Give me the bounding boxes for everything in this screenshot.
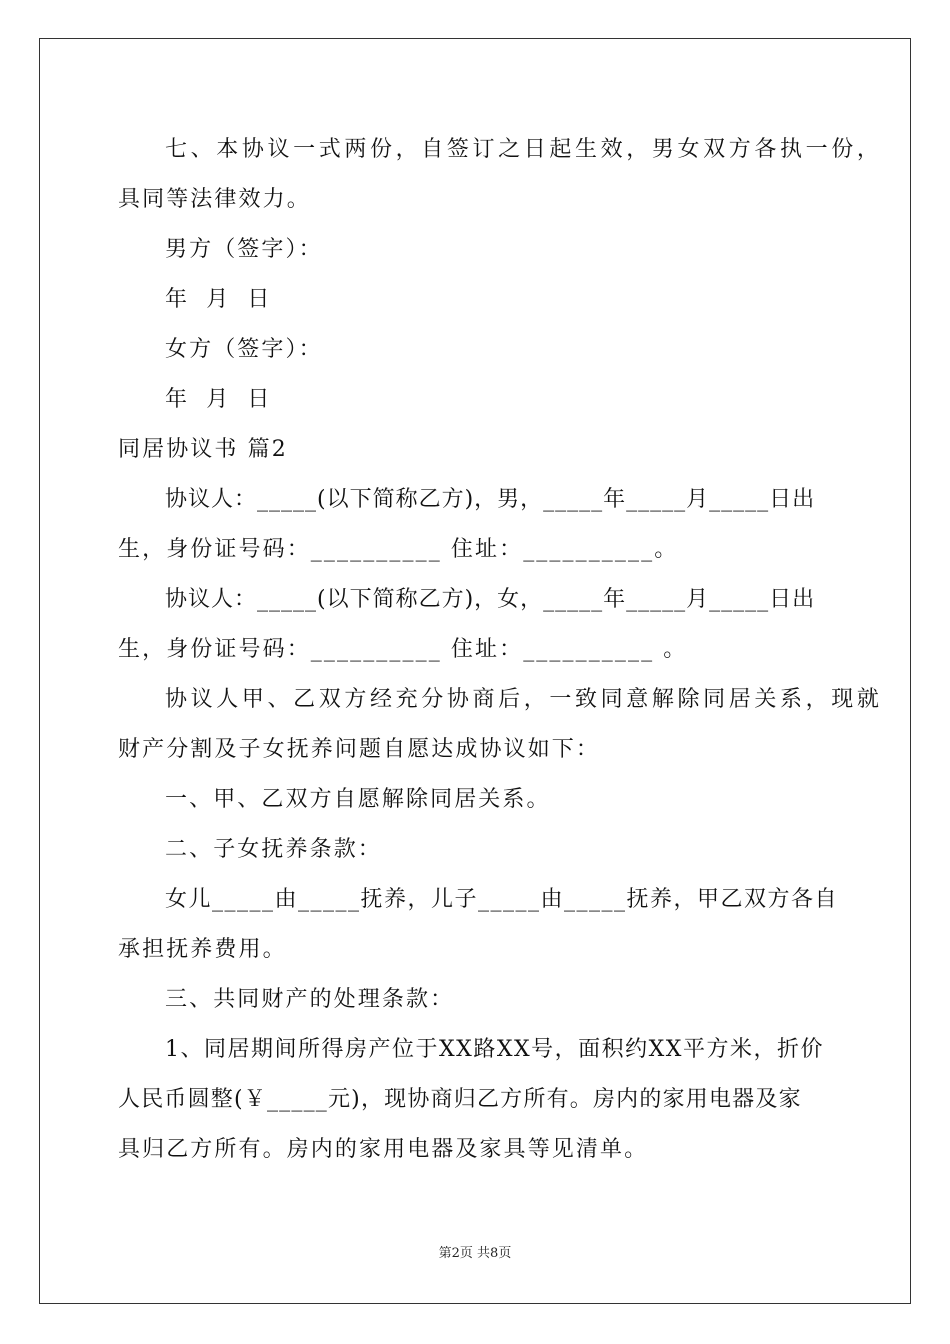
clause-two-heading: 二、子女抚养条款： bbox=[165, 837, 382, 862]
clause-one: 一、甲、乙双方自愿解除同居关系。 bbox=[165, 787, 551, 812]
custody-line-2: 承担抚养费用。 bbox=[118, 937, 287, 962]
clause-seven-line-1: 七 、 本 协 议 一 式 两 份 ， 自 签 订 之 日 起 生 效 ， 男 女 双 方 各 执 一 份 ， bbox=[165, 137, 879, 162]
party-b-line-1: 协议人：_____(以下简称乙方)，女，_____年_____月_____日出 bbox=[165, 587, 816, 612]
page-number: 第2页 共8页 bbox=[438, 1246, 512, 1261]
custody-line-1: 女儿_____由_____抚养，儿子_____由_____抚养，甲乙双方各自 bbox=[165, 887, 839, 912]
preamble-line-2: 财产分割及子女抚养问题自愿达成协议如下： bbox=[118, 737, 601, 762]
property-line-2: 人民币圆整(￥_____元)，现协商归乙方所有。房内的家用电器及家 bbox=[118, 1087, 802, 1112]
female-signature-label: 女方（签字）： bbox=[165, 337, 323, 362]
property-line-3: 具归乙方所有。房内的家用电器及家具等见清单。 bbox=[118, 1137, 649, 1162]
party-a-line-1: 协议人：_____(以下简称乙方)，男，_____年_____月_____日出 bbox=[165, 487, 816, 512]
section-title: 同居协议书 篇2 bbox=[118, 437, 288, 462]
party-a-line-2: 生，身份证号码：__________ 住址：__________。 bbox=[118, 537, 679, 562]
clause-three-heading: 三、共同财产的处理条款： bbox=[165, 987, 455, 1012]
property-line-1: 1、同居期间所得房产位于XX路XX号，面积约XX平方米，折价 bbox=[165, 1037, 824, 1062]
male-date-line: 年 月 日 bbox=[165, 287, 272, 312]
clause-seven-line-2: 具同等法律效力。 bbox=[118, 187, 311, 212]
preamble-line-1: 协 议 人 甲 、 乙 双 方 经 充 分 协 商 后 ， 一 致 同 意 解 除 同 居 关 系 ， 现 就 bbox=[165, 687, 879, 712]
female-date-line: 年 月 日 bbox=[165, 387, 272, 412]
party-b-line-2: 生，身份证号码：__________ 住址：__________ 。 bbox=[118, 637, 688, 662]
male-signature-label: 男方（签字）： bbox=[165, 237, 323, 262]
